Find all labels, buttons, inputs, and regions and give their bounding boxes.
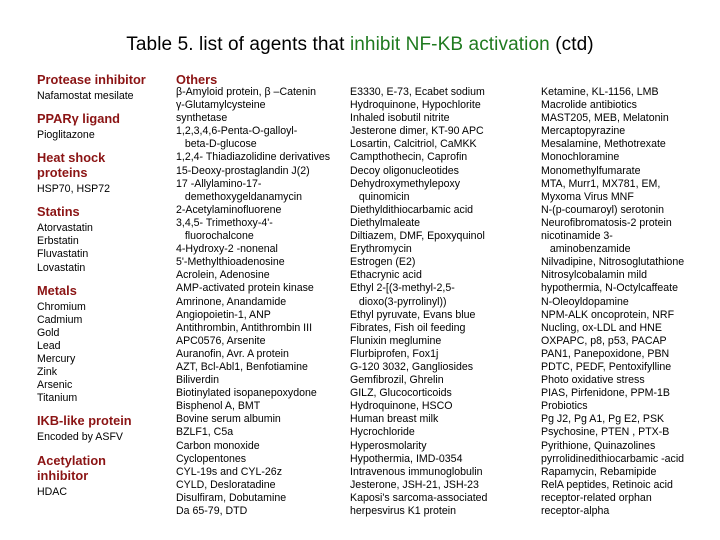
- agent-item: Disulfiram, Dobutamine: [176, 491, 287, 504]
- agent-item: dioxo(3-pyrrolinyl)): [350, 295, 447, 308]
- agent-item: GILZ, Glucocorticoids: [350, 387, 452, 400]
- agent-item: 2-Acetylaminofluorene: [176, 203, 282, 216]
- agent-item: 5'-Methylthioadenosine: [176, 256, 285, 269]
- agent-item: Decoy oligonucleotides: [350, 164, 459, 177]
- agent-item: γ-Glutamylcysteine: [176, 99, 266, 112]
- group-gap: [37, 196, 172, 204]
- agent-item: PDTC, PEDF, Pentoxifylline: [541, 360, 672, 373]
- agent-item: Monochloramine: [541, 151, 620, 164]
- others-column-2: [350, 86, 538, 518]
- agent-item: Biotinylated isopanepoxydone: [176, 387, 317, 400]
- agent-item: Nucling, ox-LDL and HNE: [541, 321, 662, 334]
- agent-item: Cyclopentones: [176, 452, 247, 465]
- agent-item: 15-Deoxy-prostaglandin J(2): [176, 164, 310, 177]
- others-column-1: [176, 86, 354, 518]
- agent-item: 4-Hydroxy-2 -nonenal: [176, 243, 278, 256]
- group-item: Pioglitazone: [37, 129, 95, 142]
- agent-item: Hypothermia, IMD-0354: [350, 452, 463, 465]
- group-gap: [37, 103, 172, 111]
- agent-item: G-120 3032, Gangliosides: [350, 360, 474, 373]
- agent-item: Hycrochloride: [350, 426, 415, 439]
- agent-item: Bovine serum albumin: [176, 413, 281, 426]
- agent-item: MAST205, MEB, Melatonin: [541, 112, 669, 125]
- group-header: PPARγ ligand: [37, 111, 120, 127]
- others-column-3: [541, 86, 719, 518]
- group-gap: [37, 142, 172, 150]
- title-highlight: inhibit NF-KB activation: [349, 34, 550, 55]
- title-prefix: Table 5. list of agents that: [126, 34, 350, 55]
- group-item: Arsenic: [37, 379, 73, 392]
- agent-item: Campthothecin, Caprofin: [350, 151, 468, 164]
- group-item: Zink: [37, 366, 58, 379]
- agent-item: Amrinone, Anandamide: [176, 295, 287, 308]
- group-item: Cadmium: [37, 313, 83, 326]
- agent-item: Antithrombin, Antithrombin III: [176, 321, 313, 334]
- agent-item: CYL-19s and CYL-26z: [176, 465, 282, 478]
- agent-item: Bisphenol A, BMT: [176, 400, 261, 413]
- agent-item: BZLF1, C5a: [176, 426, 234, 439]
- agent-item: demethoxygeldanamycin: [176, 190, 303, 203]
- agent-item: Angiopoietin-1, ANP: [176, 308, 271, 321]
- agent-item: Flunixin meglumine: [350, 334, 442, 347]
- agent-item: Diethyldithiocarbamic acid: [350, 203, 474, 216]
- agent-item: Acrolein, Adenosine: [176, 269, 270, 282]
- agent-item: β-Amyloid protein, β –Catenin: [176, 86, 316, 98]
- agent-item: Mesalamine, Methotrexate: [541, 138, 666, 151]
- agent-item: Losartin, Calcitriol, CaMKK: [350, 138, 477, 151]
- agent-item: Diltiazem, DMF, Epoxyquinol: [350, 230, 485, 243]
- agent-item: Erythromycin: [350, 243, 412, 256]
- agent-item: PAN1, Panepoxidone, PBN: [541, 347, 670, 360]
- agent-item: Nilvadipine, Nitrosoglutathione: [541, 256, 685, 269]
- agent-item: Hyperosmolarity: [350, 439, 427, 452]
- agent-item: herpesvirus K1 protein: [350, 505, 456, 517]
- agent-item: E3330, E-73, Ecabet sodium: [350, 86, 485, 98]
- agent-item: Ethyl pyruvate, Evans blue: [350, 308, 476, 321]
- group-header: proteins: [37, 165, 88, 181]
- agent-item: Ethacrynic acid: [350, 269, 422, 282]
- agent-item: Carbon monoxide: [176, 439, 260, 452]
- agent-item: Da 65-79, DTD: [176, 505, 248, 517]
- agent-item: Flurbiprofen, Fox1j: [350, 347, 439, 360]
- agent-item: Auranofin, Avr. A protein: [176, 347, 289, 360]
- group-item: Mercury: [37, 353, 76, 366]
- agent-item: Ethyl 2-[(3-methyl-2,5-: [350, 282, 455, 295]
- agent-item: PIAS, Pirfenidone, PPM-1B: [541, 387, 670, 400]
- agent-item: Macrolide antibiotics: [541, 99, 637, 112]
- page-title: [0, 34, 720, 56]
- agent-item: pyrrolidinedithiocarbamic -acid: [541, 452, 685, 465]
- group-item: Erbstatin: [37, 235, 79, 248]
- group-header: Heat shock: [37, 150, 106, 166]
- agent-item: Biliverdin: [176, 374, 219, 387]
- agent-item: quinomicin: [350, 190, 410, 203]
- agent-item: Nitrosylcobalamin mild: [541, 269, 647, 282]
- group-item: HSP70, HSP72: [37, 183, 111, 196]
- group-item: Gold: [37, 326, 60, 339]
- others-header: Others: [176, 72, 218, 87]
- agent-item: synthetase: [176, 112, 228, 125]
- agent-item: aminobenzamide: [541, 243, 631, 256]
- agent-item: Jesterone, JSH-21, JSH-23: [350, 478, 479, 491]
- group-header: Protease inhibitor: [37, 72, 146, 87]
- group-header: inhibitor: [37, 467, 89, 483]
- agent-item: Hydroquinone, Hypochlorite: [350, 99, 481, 112]
- agent-item: APC0576, Arsenite: [176, 334, 266, 347]
- agent-item: 1,2,4- Thiadiazolidine derivatives: [176, 151, 331, 164]
- agent-item: Jesterone dimer, KT-90 APC: [350, 125, 484, 138]
- agent-item: AZT, Bcl-Abl1, Benfotiamine: [176, 360, 308, 373]
- agent-item: MTA, Murr1, MX781, EM,: [541, 177, 661, 190]
- agent-item: Psychosine, PTEN , PTX-B: [541, 426, 670, 439]
- agent-item: N-Oleoyldopamine: [541, 295, 629, 308]
- agent-item: Intravenous immunoglobulin: [350, 465, 483, 478]
- agent-item: CYLD, Desloratadine: [176, 478, 276, 491]
- group-gap: [37, 445, 172, 453]
- agent-item: Gemfibrozil, Ghrelin: [350, 374, 444, 387]
- group-item: Titanium: [37, 392, 78, 405]
- agent-item: Fibrates, Fish oil feeding: [350, 321, 466, 334]
- agent-item: Dehydroxymethylepoxy: [350, 177, 461, 190]
- agent-item: Probiotics: [541, 400, 588, 413]
- agent-item: AMP-activated protein kinase: [176, 282, 314, 295]
- group-item: Lovastatin: [37, 261, 86, 274]
- agent-item: Pyrithione, Quinazolines: [541, 439, 656, 452]
- inhibitor-groups-column: [37, 72, 172, 499]
- agent-item: 1,2,3,4,6-Penta-O-galloyl-: [176, 125, 298, 138]
- agent-item: Diethylmaleate: [350, 216, 421, 229]
- agent-item: Inhaled isobutil nitrite: [350, 112, 450, 125]
- group-gap: [37, 405, 172, 413]
- group-header: Statins: [37, 204, 80, 220]
- agent-item: N-(p-coumaroyl) serotonin: [541, 203, 665, 216]
- title-suffix: (ctd): [549, 34, 594, 55]
- agent-item: Neurofibromatosis-2 protein: [541, 216, 672, 229]
- agent-item: beta-D-glucose: [176, 138, 257, 151]
- group-header: Metals: [37, 282, 77, 298]
- group-header: Acetylation: [37, 452, 106, 468]
- group-item: Encoded by ASFV: [37, 431, 123, 444]
- agent-item: Pg J2, Pg A1, Pg E2, PSK: [541, 413, 665, 426]
- agent-item: Photo oxidative stress: [541, 374, 645, 387]
- agent-item: fluorochalcone: [176, 230, 254, 243]
- agent-item: 17 -Allylamino-17-: [176, 177, 262, 190]
- agent-item: Rapamycin, Rebamipide: [541, 465, 657, 478]
- group-gap: [37, 275, 172, 283]
- group-item: Lead: [37, 339, 61, 352]
- group-item: HDAC: [37, 485, 68, 498]
- agent-item: Estrogen (E2): [350, 256, 416, 269]
- agent-item: receptor-alpha: [541, 505, 610, 517]
- group-item: Chromium: [37, 300, 86, 313]
- agent-item: receptor-related orphan: [541, 491, 652, 504]
- agent-item: OXPAPC, p8, p53, PACAP: [541, 334, 667, 347]
- group-header: IKB-like protein: [37, 413, 132, 429]
- agent-item: hypothermia, N-Octylcaffeate: [541, 282, 678, 295]
- agent-item: Ketamine, KL-1156, LMB: [541, 86, 659, 98]
- agent-item: Hydroquinone, HSCO: [350, 400, 453, 413]
- agent-item: Human breast milk: [350, 413, 439, 426]
- agent-item: 3,4,5- Trimethoxy-4'-: [176, 216, 273, 229]
- agent-item: nicotinamide 3-: [541, 230, 613, 243]
- group-item: Fluvastatin: [37, 248, 89, 261]
- agent-item: NPM-ALK oncoprotein, NRF: [541, 308, 675, 321]
- agent-item: Monomethylfumarate: [541, 164, 641, 177]
- group-item: Nafamostat mesilate: [37, 90, 134, 102]
- agent-item: Myxoma Virus MNF: [541, 190, 634, 203]
- agent-item: Mercaptopyrazine: [541, 125, 626, 138]
- agent-item: Kaposi's sarcoma-associated: [350, 491, 488, 504]
- agent-item: RelA peptides, Retinoic acid: [541, 478, 673, 491]
- group-item: Atorvastatin: [37, 222, 93, 235]
